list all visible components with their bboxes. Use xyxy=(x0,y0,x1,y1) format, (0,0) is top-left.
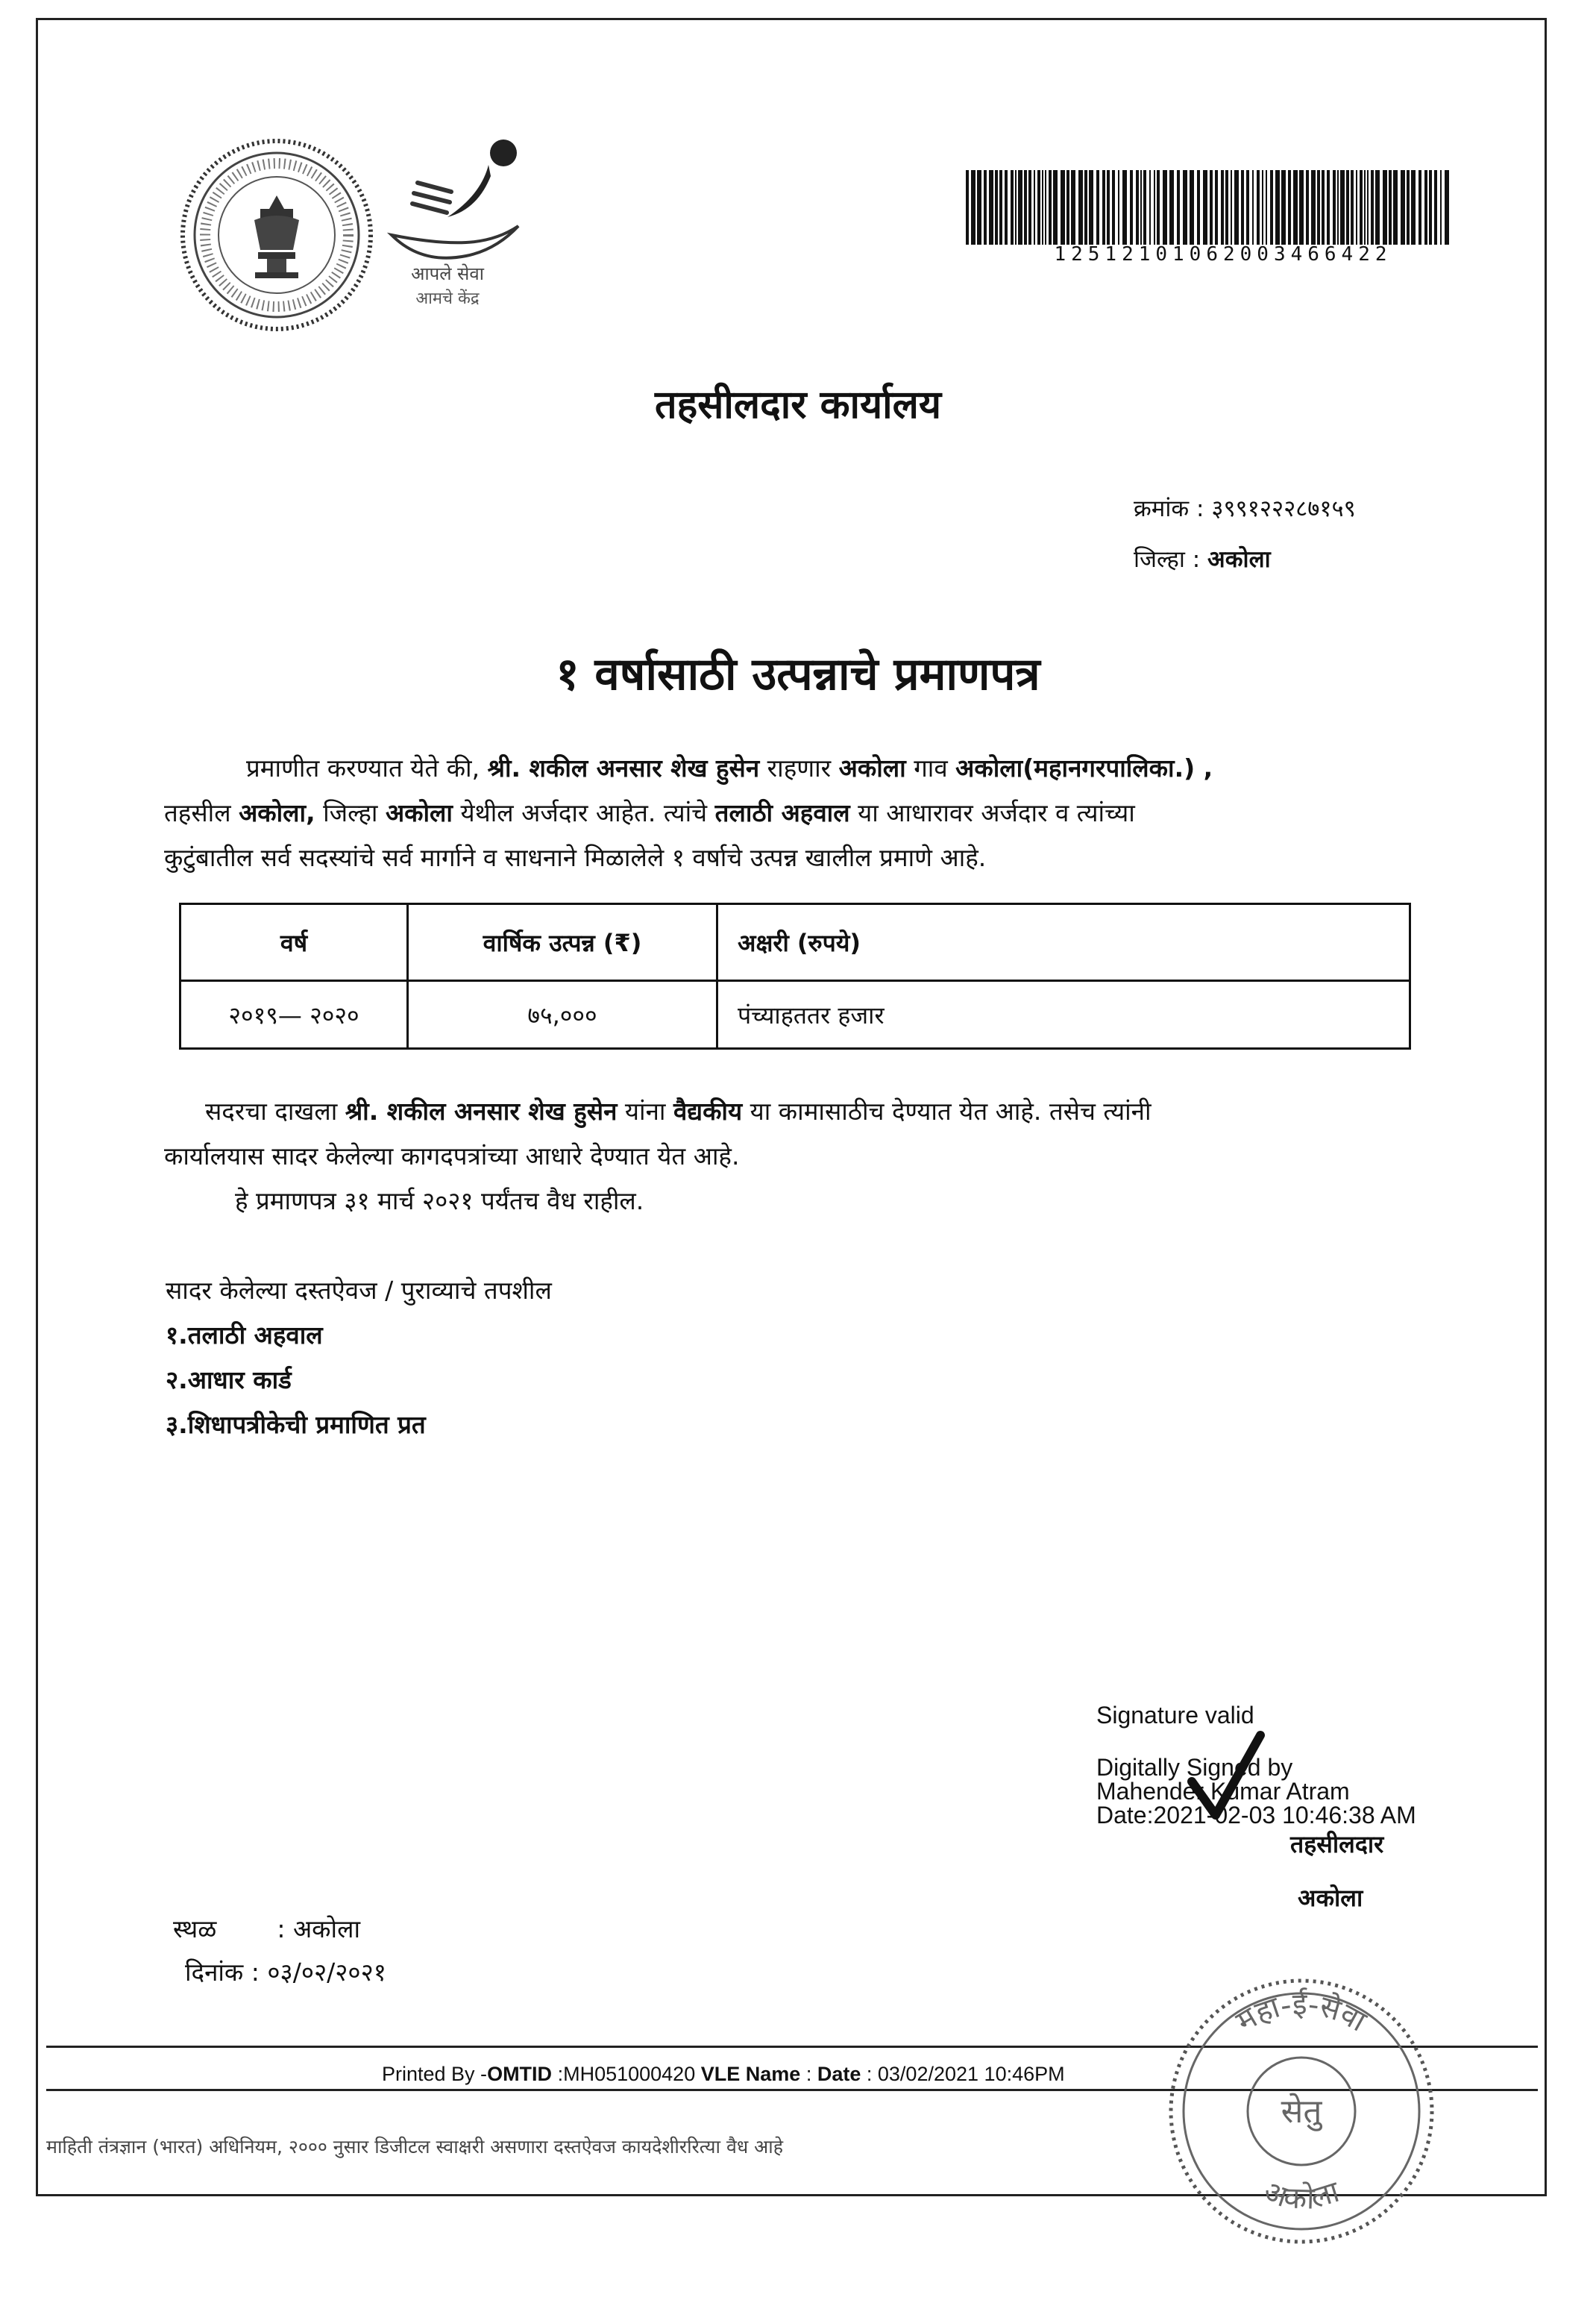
barcode-bar xyxy=(977,170,981,245)
barcode-bar xyxy=(1053,170,1058,245)
place-value: : अकोला xyxy=(277,1914,360,1943)
date-line xyxy=(185,1955,386,1988)
table-row xyxy=(180,981,1410,1049)
purpose-value: वैद्यकीय xyxy=(673,1097,743,1126)
signature-valid: Signature valid xyxy=(1096,1702,1254,1729)
barcode-bar xyxy=(1246,170,1249,245)
barcode-bar xyxy=(1311,170,1316,245)
barcode-bar xyxy=(1015,170,1017,245)
place-label: स्थळ xyxy=(173,1914,217,1943)
barcode-bar xyxy=(1367,170,1369,245)
table-header-cell: वर्ष xyxy=(180,904,408,981)
village: अकोला(महानगरपालिका.) , xyxy=(955,753,1213,783)
barcode-bar xyxy=(1288,170,1291,245)
barcode-bar xyxy=(1037,170,1040,245)
barcode-bar xyxy=(1337,170,1339,245)
designation: तहसीलदार xyxy=(1290,1830,1384,1858)
barcode-bar xyxy=(995,170,998,245)
maharashtra-seal-icon xyxy=(176,134,377,336)
barcode-bar xyxy=(1024,170,1027,245)
list-item: २.आधार कार्ड xyxy=(166,1365,292,1394)
intro-line-3: कुटुंबातील सर्व सदस्यांचे सर्व मार्गाने व साधनाने मिळालेले १ वर्षाचे उत्पन्न खालील प्रमाणे आहे. xyxy=(164,843,987,872)
purpose-paragraph xyxy=(164,1089,1432,1223)
serial-number xyxy=(1134,492,1356,524)
barcode-bar xyxy=(1346,170,1349,245)
barcode-bar xyxy=(1130,170,1133,245)
barcode-bar xyxy=(1089,170,1093,245)
barcode-bar xyxy=(1281,170,1286,245)
table-cell-year: २०१९— २०२० xyxy=(180,981,408,1049)
certificate-title: १ वर्षासाठी उत्पन्नाचे प्रमाणपत्र xyxy=(556,648,1040,701)
barcode-bar xyxy=(1169,170,1174,245)
list-item: ३.शिधापत्रीकेची प्रमाणित प्रत xyxy=(166,1410,426,1439)
barcode-bar xyxy=(1049,170,1052,245)
barcode-bar xyxy=(1306,170,1309,245)
barcode-bar xyxy=(999,170,1002,245)
table-cell-words: पंच्याहततर हजार xyxy=(717,981,1410,1049)
tehsil: अकोला, xyxy=(239,798,315,827)
barcode-bar xyxy=(1112,170,1115,245)
purpose-line-2: कार्यालयास सादर केलेल्या कागदपत्रांच्या आधारे देण्यात येत आहे. xyxy=(164,1141,740,1171)
intro-paragraph xyxy=(164,746,1432,880)
barcode-bar xyxy=(1383,170,1387,245)
barcode-bar xyxy=(1299,170,1304,245)
barcode-bar xyxy=(1317,170,1320,245)
barcode-bar xyxy=(1066,170,1069,245)
barcode-number: 12512101062003466422 xyxy=(1054,243,1392,266)
barcode-bar xyxy=(1149,170,1151,245)
barcode-bar xyxy=(1333,170,1336,245)
barcode-bar xyxy=(1225,170,1228,245)
barcode-bar xyxy=(1183,170,1187,245)
logo-caption-line1: आपले सेवा xyxy=(411,263,484,284)
printed-by-line: Printed By -OMTID :MH051000420 VLE Name : Date : 03/02/2021 10:46PM xyxy=(382,2063,1065,2085)
barcode-bar xyxy=(1340,170,1345,245)
serial-value: ३९९१२२२८७१५९ xyxy=(1211,495,1356,522)
barcode-bar xyxy=(1118,170,1119,245)
barcode-bar xyxy=(1389,170,1392,245)
table-header-cell: अक्षरी (रुपये) xyxy=(717,904,1410,981)
table-header-cell: वार्षिक उत्पन्न (₹) xyxy=(408,904,717,981)
date-value: ०३/०२/२०२१ xyxy=(267,1958,386,1987)
barcode-bar xyxy=(966,170,969,245)
barcode-bar xyxy=(1078,170,1083,245)
barcode-bar xyxy=(1143,170,1146,245)
seva-kendra-logo-icon xyxy=(377,131,526,310)
barcode-bar xyxy=(1061,170,1065,245)
barcode-bar xyxy=(1411,170,1416,245)
barcode-bar xyxy=(1424,170,1427,245)
svg-text:अकोला xyxy=(1260,2175,1344,2216)
documents-section xyxy=(166,1268,552,1447)
barcode-bar xyxy=(1005,170,1008,245)
barcode-bar xyxy=(1034,170,1035,245)
barcode-bar xyxy=(1045,170,1046,245)
barcode-bar xyxy=(1371,170,1374,245)
signature-line-2: Mahender Kumar Atram xyxy=(1096,1778,1350,1805)
income-table xyxy=(179,903,1411,1050)
barcode-bar xyxy=(1275,170,1280,245)
barcode-bar xyxy=(1364,170,1366,245)
barcode-bar xyxy=(971,170,975,245)
barcode-bar xyxy=(1102,170,1105,245)
district-line xyxy=(1134,543,1271,574)
signature-line-3: Date:2021-02-03 10:46:38 AM xyxy=(1096,1802,1416,1829)
barcode-bar xyxy=(1351,170,1354,245)
date-label: दिनांक : xyxy=(185,1958,260,1987)
stamp-bottom-text: अकोला xyxy=(1259,2174,1344,2216)
barcode-bar xyxy=(1157,170,1160,245)
applicant-name: श्री. शकील अनसार शेख हुसेन xyxy=(487,753,760,783)
barcode-bar xyxy=(1011,170,1014,245)
place-line xyxy=(173,1911,360,1945)
table-header-row xyxy=(180,904,1410,981)
barcode-bar xyxy=(1122,170,1127,245)
barcode-bar xyxy=(1096,170,1099,245)
barcode-bar xyxy=(1327,170,1330,245)
barcode-bar xyxy=(989,170,993,245)
purpose-applicant-name: श्री. शकील अनसार शेख हुसेन xyxy=(345,1097,618,1126)
barcode-bar xyxy=(1266,170,1267,245)
signature-check-icon xyxy=(1186,1729,1268,1826)
report-basis: तलाठी अहवाल xyxy=(714,798,850,827)
stamp-top-text: महा-ई-सेवा xyxy=(1230,1987,1372,2040)
barcode-bar xyxy=(1190,170,1194,245)
barcode-bar xyxy=(1262,170,1263,245)
stamp-center-text: सेतु xyxy=(1281,2093,1322,2131)
barcode-bar xyxy=(1375,170,1380,245)
intro-line-2: तहसील अकोला, जिल्हा अकोला येथील अर्जदार आहेत. त्यांचे तलाठी अहवाल या आधारावर अर्जदार व त्यांच्या xyxy=(164,798,1135,827)
district-label: जिल्हा : xyxy=(1134,546,1201,573)
barcode-bar xyxy=(1440,170,1442,245)
barcode-bar xyxy=(1028,170,1031,245)
purpose-line-1: सदरचा दाखला श्री. शकील अनसार शेख हुसेन यांना वैद्यकीय या कामासाठीच देण्यात येत आहे. तसेच त्यांनी xyxy=(205,1097,1152,1126)
barcode-bar xyxy=(1221,170,1224,245)
barcode-bar xyxy=(1177,170,1180,245)
district-value: अकोला xyxy=(1207,546,1271,573)
barcode-icon xyxy=(966,170,1454,245)
barcode-bar xyxy=(1203,170,1207,245)
barcode-bar xyxy=(1042,170,1043,245)
signature-place: अकोला xyxy=(1298,1884,1363,1912)
barcode-bar xyxy=(1419,170,1421,245)
barcode-bar xyxy=(1322,170,1325,245)
barcode-bar xyxy=(1445,170,1449,245)
barcode-bar xyxy=(1401,170,1405,245)
barcode-bar xyxy=(1197,170,1200,245)
barcode-bar xyxy=(1018,170,1022,245)
barcode-bar xyxy=(1210,170,1213,245)
barcode-bar xyxy=(1231,170,1232,245)
barcode-bar xyxy=(1252,170,1254,245)
svg-text:महा-ई-सेवा xyxy=(1231,1987,1372,2039)
validity-line: हे प्रमाणपत्र ३१ मार्च २०२१ पर्यंतच वैध राहील. xyxy=(235,1186,644,1215)
legal-note: माहिती तंत्रज्ञान (भारत) अधिनियम, २००० नुसार डिजीटल स्वाक्षरी असणारा दस्तऐवज कायदेशीररित्या वैध आहे xyxy=(46,2136,783,2158)
barcode-bar xyxy=(1393,170,1398,245)
list-item: १.तलाठी अहवाल xyxy=(166,1320,323,1350)
barcode-bar xyxy=(1107,170,1110,245)
barcode-bar xyxy=(1434,170,1437,245)
barcode-bar xyxy=(1429,170,1432,245)
barcode-bar xyxy=(1270,170,1273,245)
office-stamp-icon xyxy=(1160,1970,1443,2253)
barcode-bar xyxy=(1234,170,1239,245)
residence: अकोला xyxy=(838,753,906,783)
barcode-bar xyxy=(1215,170,1218,245)
district: अकोला xyxy=(385,798,453,827)
intro-line-1: प्रमाणीत करण्यात येते की, श्री. शकील अनसार शेख हुसेन राहणार अकोला गाव अकोला(महानगरपालिका.) , xyxy=(246,753,1213,783)
barcode-bar xyxy=(1071,170,1075,245)
barcode-bar xyxy=(1241,170,1244,245)
barcode-bar xyxy=(1136,170,1139,245)
office-title: तहसीलदार कार्यालय xyxy=(654,383,942,427)
barcode-bar xyxy=(1154,170,1155,245)
barcode-bar xyxy=(1356,170,1357,245)
barcode-bar xyxy=(1257,170,1260,245)
barcode-bar xyxy=(984,170,987,245)
barcode-bar xyxy=(1407,170,1410,245)
signature-line-1: Digitally Signed by xyxy=(1096,1754,1293,1781)
barcode-bar xyxy=(1084,170,1087,245)
barcode-bar xyxy=(1163,170,1167,245)
logo-caption-line2: आमचे केंद्र xyxy=(415,289,480,308)
barcode-bar xyxy=(1360,170,1363,245)
table-cell-income: ७५,००० xyxy=(408,981,717,1049)
barcode-bar xyxy=(1140,170,1142,245)
documents-heading: सादर केलेल्या दस्तऐवज / पुराव्याचे तपशील xyxy=(166,1276,552,1305)
barcode-bar xyxy=(1293,170,1298,245)
serial-label: क्रमांक : xyxy=(1134,495,1204,522)
